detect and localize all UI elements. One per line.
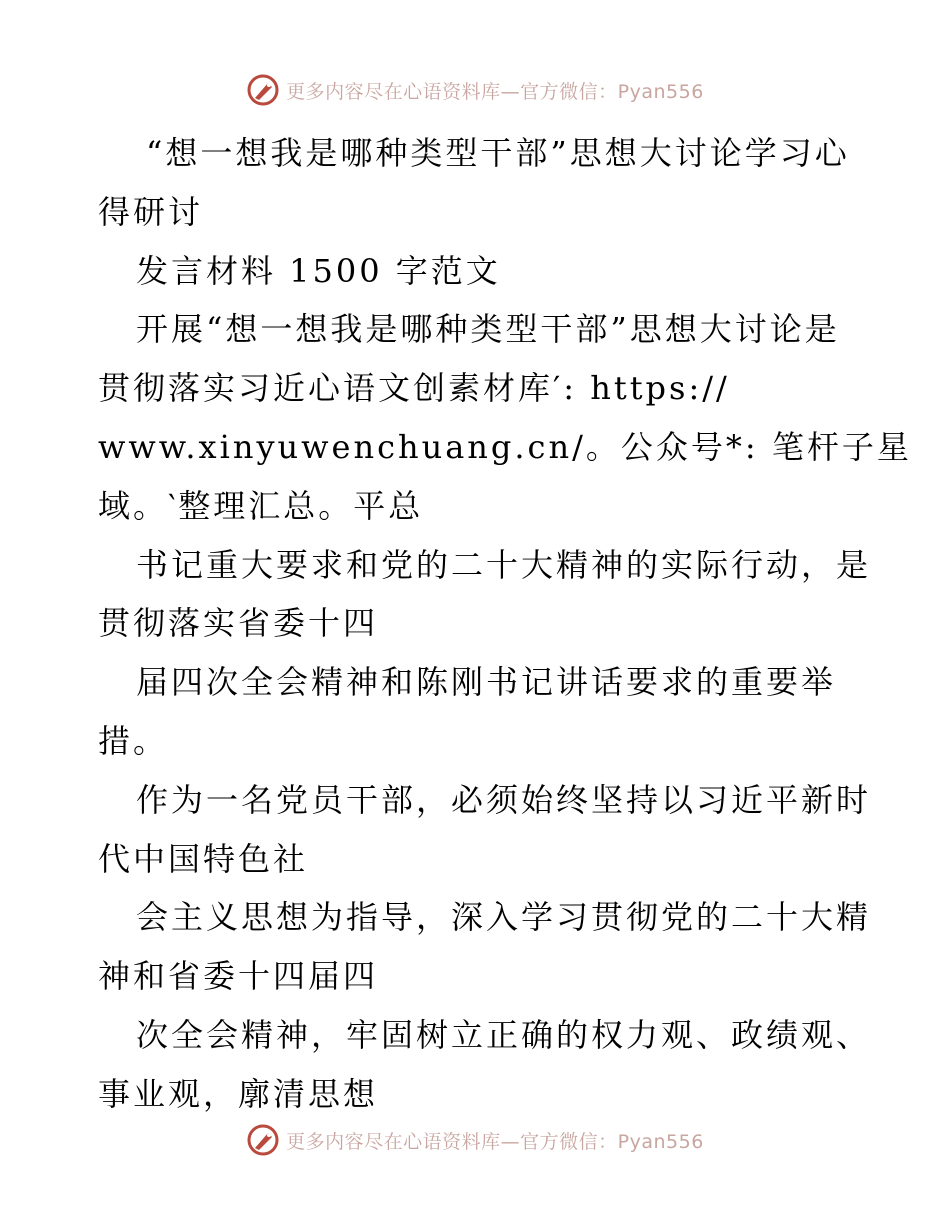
document-body: [98, 124, 912, 1124]
pen-nib-logo-icon: [246, 1123, 280, 1157]
paragraph-line: 域。‵整理汇总。平总: [98, 486, 424, 525]
pen-nib-logo-icon: [246, 73, 280, 107]
paragraph-line: 书记重大要求和党的二十大精神的实际行动，是: [136, 545, 872, 584]
paragraph-line: www.xinyuwenchuang.cn/。公众号*: 笔杆子星: [98, 427, 912, 466]
subtitle-line: 发言材料 1500 字范文: [136, 251, 501, 290]
footer-watermark-banner: [0, 1122, 950, 1158]
paragraph-line: 开展“想一想我是哪种类型干部”思想大讨论是: [136, 310, 840, 349]
paragraph-line: 次全会精神，牢固树立正确的权力观、政绩观、: [136, 1015, 872, 1054]
paragraph-line: 作为一名党员干部，必须始终坚持以习近平新时: [136, 780, 872, 819]
paragraph-line: 贯彻落实习近心语文创素材库′: https://: [98, 369, 730, 408]
watermark-text: 更多内容尽在心语资料库—官方微信：Pyan556: [286, 1130, 704, 1153]
paragraph-line: 代中国特色社: [98, 839, 309, 878]
paragraph-line: 神和省委十四届四: [98, 957, 379, 996]
paragraph-line: 贯彻落实省委十四: [98, 604, 379, 643]
title-line-1: “想一想我是哪种类型干部”思想大讨论学习心: [146, 134, 850, 172]
header-watermark-banner: [0, 72, 950, 108]
watermark-text: 更多内容尽在心语资料库—官方微信：Pyan556: [286, 80, 704, 103]
title-line-2: 得研讨: [98, 192, 204, 231]
paragraph-line: 届四次全会精神和陈刚书记讲话要求的重要举: [136, 663, 837, 702]
paragraph-line: 事业观，廓清思想: [98, 1074, 379, 1113]
paragraph-line: 措。: [98, 721, 169, 760]
paragraph-line: 会主义思想为指导，深入学习贯彻党的二十大精: [136, 898, 872, 937]
